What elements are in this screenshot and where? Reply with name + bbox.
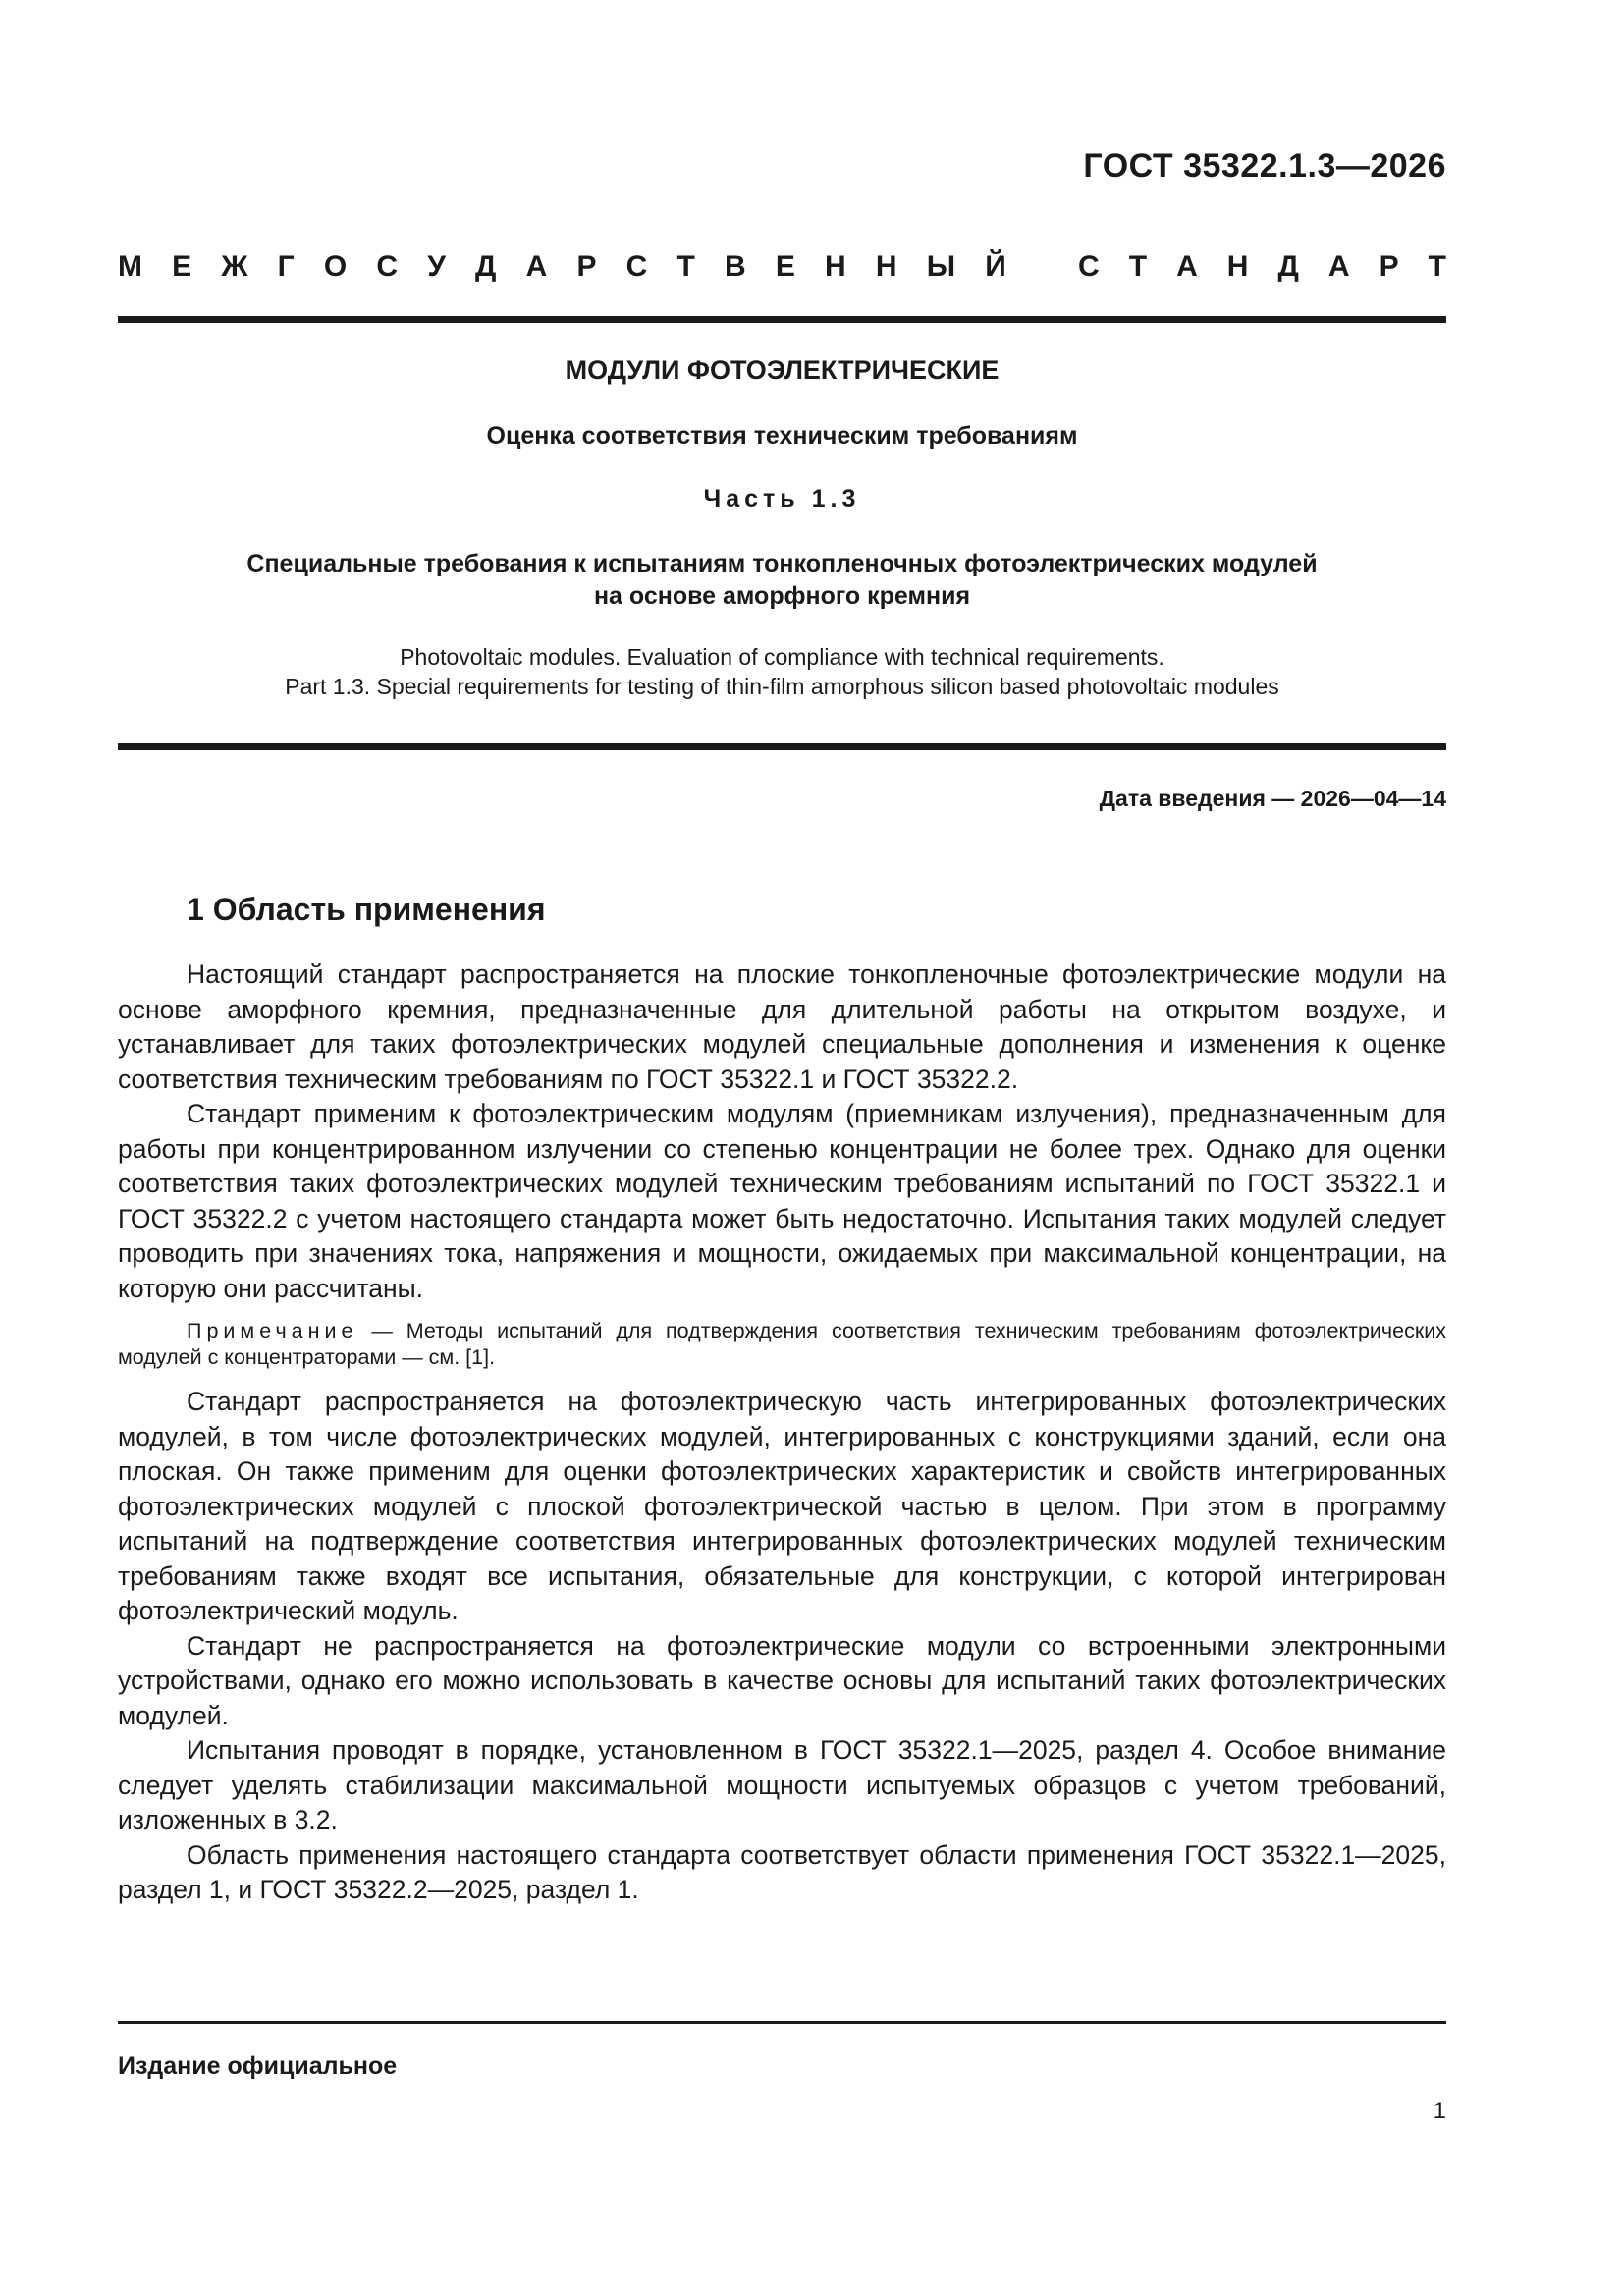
banner-letter: А [1176, 250, 1198, 283]
banner-letter: Н [1226, 250, 1249, 283]
banner-letter: Н [825, 250, 846, 283]
title-part: Часть 1.3 [703, 485, 861, 513]
banner-letter: С [1078, 250, 1100, 283]
banner-letter: В [724, 250, 746, 283]
banner-word-interstate [118, 250, 1006, 284]
banner-letter: Т [1428, 250, 1446, 283]
title-english [118, 642, 1446, 701]
paragraph: Область применения настоящего стандарта соответствует области применения ГОСТ 35322.1—2025, раздел 1, и ГОСТ 35322.2—2025, раздел 1. [118, 1839, 1446, 1904]
section-body [118, 957, 1446, 1908]
banner-letter: Р [1379, 250, 1399, 283]
banner-letter: Ж [221, 250, 248, 283]
banner-letter: Й [985, 250, 1006, 283]
title-special [118, 548, 1446, 613]
title-english-line2: Part 1.3. Special requirements for testing of thin-film amorphous silicon based photovoltaic modules [285, 674, 1279, 699]
paragraph: Настоящий стандарт распространяется на плоские тонкопленочные фотоэлектрические модули на основе аморфного кремния, предназначенные для длительной работы на открытом воздухе, и устанавливает для таких фотоэлектрических модулей специальные дополнения и изменения к оценке соответствия техническим требованиям по ГОСТ 35322.1 и ГОСТ 35322.2. [118, 959, 1446, 1094]
title-main: МОДУЛИ ФОТОЭЛЕКТРИЧЕСКИЕ [565, 355, 1000, 385]
banner-word-standard [1078, 250, 1446, 284]
page-number: 1 [1433, 2098, 1446, 2124]
footer-rule [118, 2021, 1446, 2024]
title-subtitle: Оценка соответствия техническим требованиям [486, 422, 1078, 450]
banner-letter: Е [775, 250, 795, 283]
banner-letter: Е [172, 250, 192, 283]
paragraph: Испытания проводят в порядке, установленном в ГОСТ 35322.1—2025, раздел 4. Особое внимание следует уделять стабилизации максимальной мощности испытуемых образцов с учетом требований, изложенных в 3.2. [118, 1735, 1446, 1834]
title-special-line1: Специальные требования к испытаниям тонкопленочных фотоэлектрических модулей [246, 550, 1318, 577]
banner-letter: У [427, 250, 446, 283]
edition-label: Издание официальное [118, 2052, 398, 2080]
document-number: ГОСТ 35322.1.3—2026 [1083, 147, 1446, 185]
banner-letter: Н [875, 250, 897, 283]
banner-letter: С [376, 250, 399, 283]
banner-letter: М [118, 250, 142, 283]
standard-type-banner [118, 250, 1446, 284]
title-rule [118, 743, 1446, 750]
note [118, 1318, 1446, 1371]
paragraph: Стандарт не распространяется на фотоэлектрические модули со встроенными электронными устройствами, однако его можно использовать в качестве основы для испытаний таких фотоэлектрических модулей. [118, 1630, 1446, 1730]
note-label: Примечание [187, 1319, 358, 1342]
title-english-line1: Photovoltaic modules. Evaluation of compliance with technical requirements. [400, 644, 1164, 670]
banner-letter: Г [277, 250, 295, 283]
banner-letter: А [1327, 250, 1350, 283]
top-rule [118, 316, 1446, 323]
banner-letter: О [323, 250, 348, 283]
banner-letter: А [525, 250, 548, 283]
banner-letter: Т [1128, 250, 1148, 283]
banner-letter: Т [676, 250, 695, 283]
banner-letter: Ы [926, 250, 956, 283]
date-of-introduction: Дата введения — 2026—04—14 [1099, 786, 1446, 811]
banner-letter: Д [475, 250, 497, 283]
banner-letter: С [625, 250, 648, 283]
banner-letter: Р [576, 250, 597, 283]
note-text: — Методы испытаний для подтверждения соответствия техническим требованиям фотоэлектрических модулей с концентраторами — см. [1]. [118, 1319, 1446, 1369]
section-heading: 1 Область применения [187, 892, 546, 927]
paragraph: Стандарт применим к фотоэлектрическим модулям (приемникам излучения), предназначенным для работы при концентрированном излучении со степенью концентрации не более трех. Однако для оценки соответствия таких фотоэлектрических модулей техническим требованиям испытаний по ГОСТ 35322.1 и ГОСТ 35322.2 с учетом настоящего стандарта может быть недостаточно. Испытания таких модулей следует проводить при значениях тока, напряжения и мощности, ожидаемых при максимальной концентрации, на которую они рассчитаны. [118, 1099, 1446, 1303]
title-special-line2: на основе аморфного кремния [593, 582, 971, 610]
paragraph: Стандарт распространяется на фотоэлектрическую часть интегрированных фотоэлектрических модулей, в том числе фотоэлектрических модулей, интегрированных с конструкциями зданий, если она плоская. Он также применим для оценки фотоэлектрических характеристик и свойств интегрированных фотоэлектрических модулей с плоской фотоэлектрической частью в целом. При этом в программу испытаний на подтверждение соответствия интегрированных фотоэлектрических модулей техническим требованиям также входят все испытания, обязательные для конструкции, с которой интегрирован фотоэлектрический модуль. [118, 1387, 1446, 1625]
banner-letter: Д [1277, 250, 1299, 283]
